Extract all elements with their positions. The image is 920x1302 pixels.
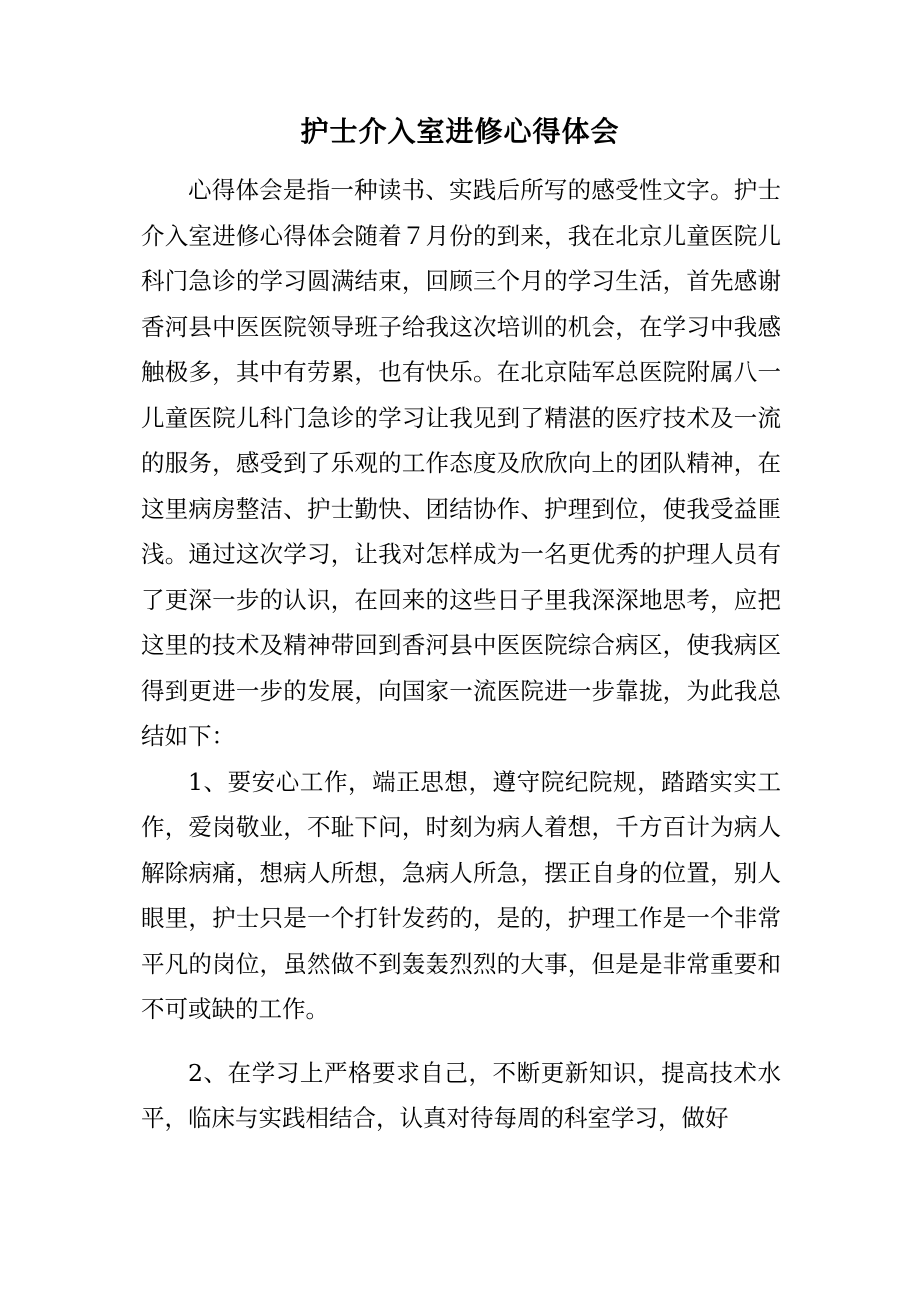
paragraph-item-1: 1、要安心工作，端正思想，遵守院纪院规，踏踏实实工作，爱岗敬业，不耻下问，时刻为病人着想，千方百计为病人解除病痛，想病人所想，急病人所急，摆正自身的位置，别人眼里，护士只是一个打针发药的，是的，护理工作是一个非常平凡的岗位，虽然做不到轰轰烈烈的大事，但是是非常重要和不可或缺的工作。: [141, 767, 781, 1023]
paragraph-intro: 心得体会是指一种读书、实践后所写的感受性文字。护士介入室进修心得体会随着７月份的到来，我在北京儿童医院儿科门急诊的学习圆满结束，回顾三个月的学习生活，首先感谢香河县中医医院领导班子给我这次培训的机会，在学习中我感触极多，其中有劳累，也有快乐。在北京陆军总医院附属八一儿童医院儿科门急诊的学习让我见到了精湛的医疗技术及一流的服务，感受到了乐观的工作态度及欣欣向上的团队精神，在这里病房整洁、护士勤快、团结协作、护理到位，使我受益匪浅。通过这次学习，让我对怎样成为一名更优秀的护理人员有了更深一步的认识，在回来的这些日子里我深深地思考，应把这里的技术及精神带回到香河县中医医院综合病区，使我病区得到更进一步的发展，向国家一流医院进一步靠拢，为此我总结如下：: [141, 176, 781, 750]
page-title: 护士介入室进修心得体会: [300, 115, 620, 148]
paragraph-item-2: 2、在学习上严格要求自己，不断更新知识，提高技术水平，临床与实践相结合，认真对待每周的科室学习，做好: [141, 1058, 781, 1132]
document-body: [141, 168, 781, 1142]
